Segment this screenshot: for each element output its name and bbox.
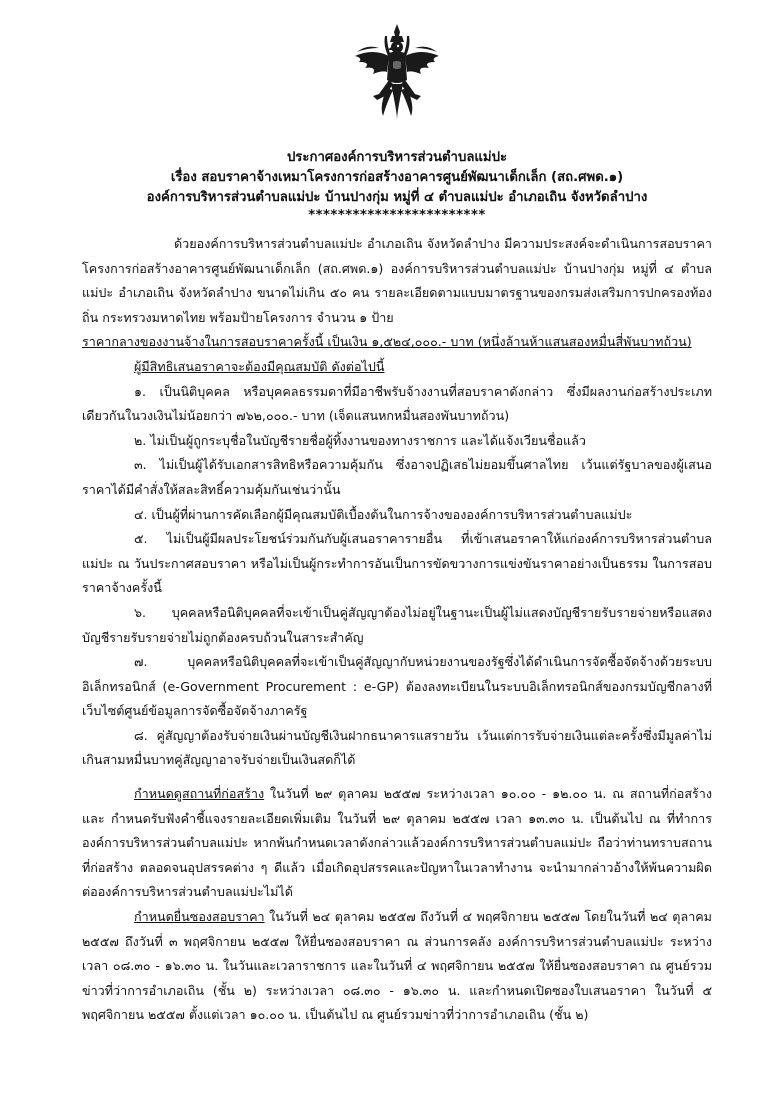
- site-visit-label: กำหนดดูสถานที่ก่อสร้าง: [134, 786, 265, 802]
- garuda-emblem-icon: [349, 22, 445, 122]
- qualifications-heading-text: ผู้มีสิทธิเสนอราคาจะต้องมีคุณสมบัติ ดังต่อไปนี้: [134, 358, 385, 374]
- announcement-body: [82, 232, 712, 1028]
- site-visit-paragraph: [82, 782, 712, 905]
- qualification-item-1: ๑. เป็นนิติบุคคล หรือบุคคลธรรมดาที่มีอาชีพรับจ้างงานที่สอบราคาดังกล่าว ซึ่งมีผลงานก่อสร้างประเภทเดียวกันในวงเงินไม่น้อยกว่า ๗๖๒,๐๐๐.- บาท (เจ็ดแสนหกหมื่นสองพันบาทถ้วน): [82, 383, 712, 424]
- header-subject: เรื่อง สอบราคาจ้างเหมาโครงการก่อสร้างอาคารศูนย์พัฒนาเด็กเล็ก (สถ.ศพด.๑): [170, 170, 624, 185]
- header-separator: ************************: [308, 208, 486, 223]
- site-visit-text: ในวันที่ ๒๙ ตุลาคม ๒๕๕๗ ระหว่างเวลา ๑๐.๐๐ - ๑๒.๐๐ น. ณ สถานที่ก่อสร้าง และ กำหนดรับฟังคำชี้แจงรายละเอียดเพิ่มเติม ในวันที่ ๒๙ ตุลาคม ๒๕๕๗ เวลา ๑๓.๓๐ น. เป็นต้นไป ณ ที่ทำการองค์การบริหารส่วนตำบลแม่ปะ หากพ้นกำหนดเวลาดังกล่าวแล้วองค์การบริหารส่วนตำบลแม่ปะ ถือว่าท่านทราบสถานที่ก่อสร้าง ตลอดจนอุปสรรคต่าง ๆ ดีแล้ว เมื่อเกิดอุปสรรคและปัญหาในเวลาทำงาน จะนำมากล่าวอ้างให้พ้นความผิดต่อองค์การบริหารส่วนตำบลแม่ปะไม่ได้: [82, 786, 712, 900]
- qualification-item-2: ๒. ไม่เป็นผู้ถูกระบุชื่อในบัญชีรายชื่อผู้ทิ้งงานของทางราชการ และได้แจ้งเวียนชื่อแล้ว: [134, 432, 586, 448]
- announcement-header: [82, 148, 712, 224]
- qualification-item-6: ๖. บุคคลหรือนิติบุคคลที่จะเข้าเป็นคู่สัญญาต้องไม่อยู่ในฐานะเป็นผู้ไม่แสดงบัญชีรายรับรายจ่ายหรือแสดงบัญชีรายรับรายจ่ายไม่ถูกต้องครบถ้วนในสาระสำคัญ: [82, 604, 712, 645]
- bid-submission-paragraph: [82, 905, 712, 1028]
- header-location: องค์การบริหารส่วนตำบลแม่ปะ บ้านปางกุ่ม หมู่ที่ ๔ ตำบลแม่ปะ อำเภอเถิน จังหวัดลำปาง: [146, 190, 648, 205]
- qualification-item-4: ๔. เป็นผู้ที่ผ่านการคัดเลือกผู้มีคุณสมบัติเบื้องต้นในการจ้างขององค์การบริหารส่วนตำบลแม่ปะ: [134, 506, 633, 522]
- qualification-item-3: ๓. ไม่เป็นผู้ได้รับเอกสารสิทธิหรือความคุ้มกัน ซึ่งอาจปฏิเสธไม่ยอมขึ้นศาลไทย เว้นแต่รัฐบาลของผู้เสนอราคาได้มีคำสั่งให้สละสิทธิ์ความคุ้มกันเช่นว่านั้น: [82, 457, 712, 497]
- bid-submission-label: กำหนดยื่นซองสอบราคา: [134, 909, 265, 925]
- announcement-page: [0, 22, 764, 1102]
- qualification-item-8: ๘. คู่สัญญาต้องรับจ่ายเงินผ่านบัญชีเงินฝากธนาคารแสรายวัน เว้นแต่การรับจ่ายเงินแต่ละครั้งซึ่งมีมูลค่าไม่เกินสามหมื่นบาทคู่สัญญาอาจรับจ่ายเป็นเงินสดก็ได้: [82, 727, 712, 768]
- median-price: ราคากลางของงานจ้างในการสอบราคาครั้งนี้ เป็นเงิน ๑,๕๒๔,๐๐๐.- บาท (หนึ่งล้านห้าแสนสองหมื่นสี่พันบาทถ้วน): [82, 334, 692, 350]
- header-issuer: ประกาศองค์การบริหารส่วนตำบลแม่ปะ: [286, 150, 508, 165]
- intro-paragraph: ด้วยองค์การบริหารส่วนตำบลแม่ปะ อำเภอเถิน จังหวัดลำปาง มีความประสงค์จะดำเนินการสอบราคาโครงการก่อสร้างอาคารศูนย์พัฒนาเด็กเล็ก (สถ.ศพด.๑) องค์การบริหารส่วนตำบลแม่ปะ บ้านปางกุ่ม หมู่ที่ ๔ ตำบลแม่ปะ อำเภอเถิน จังหวัดลำปาง ขนาดไม่เกิน ๕๐ คน รายละเอียดตามแบบมาตรฐานของกรมส่งเสริมการปกครองท้องถิ่น กระทรวงมหาดไทย พร้อมป้ายโครงการ จำนวน ๑ ป้าย: [82, 236, 712, 325]
- qualification-item-7: ๗. บุคคลหรือนิติบุคคลที่จะเข้าเป็นคู่สัญญากับหน่วยงานของรัฐซึ่งได้ดำเนินการจัดซื้อจัดจ้างด้วยระบบอิเล็กทรอนิกส์ (e-Government Procurement : e-GP) ต้องลงทะเบียนในระบบอิเล็กทรอนิกส์ของกรมบัญชีกลางที่เว็บไซต์ศูนย์ข้อมูลการจัดซื้อจัดจ้างภาครัฐ: [82, 654, 712, 719]
- qualifications-heading: [82, 355, 712, 380]
- bid-submission-text: ในวันที่ ๒๔ ตุลาคม ๒๕๕๗ ถึงวันที่ ๔ พฤศจิกายน ๒๕๕๗ โดยในวันที่ ๒๔ ตุลาคม ๒๕๕๗ ถึงวันที่ ๓ พฤศจิกายน ๒๕๕๗ ให้ยื่นซองสอบราคา ณ ส่วนการคลัง องค์การบริหารส่วนตำบลแม่ปะ ระหว่างเวลา ๐๘.๓๐ - ๑๖.๓๐ น. ในวันและเวลาราชการ และในวันที่ ๔ พฤศจิกายน ๒๕๕๗ ให้ยื่นซองสอบราคา ณ ศูนย์รวมข่าวที่ว่าการอำเภอเถิน (ชั้น ๒) ระหว่างเวลา ๐๘.๓๐ - ๑๖.๓๐ น. และกำหนดเปิดซองใบเสนอราคา ในวันที่ ๕ พฤศจิกายน ๒๕๕๗ ตั้งแต่เวลา ๑๐.๐๐ น. เป็นต้นไป ณ ศูนย์รวมข่าวที่ว่าการอำเภอเถิน (ชั้น ๒): [82, 909, 712, 1023]
- qualification-item-5: ๕. ไม่เป็นผู้มีผลประโยชน์ร่วมกันกับผู้เสนอราคารายอื่น ที่เข้าเสนอราคาให้แก่องค์การบริหารส่วนตำบลแม่ปะ ณ วันประกาศสอบราคา หรือไม่เป็นผู้กระทำการอันเป็นการขัดขวางการแข่งขันราคาอย่างเป็นธรรม ในการสอบราคาจ้างครั้งนี้: [82, 531, 712, 596]
